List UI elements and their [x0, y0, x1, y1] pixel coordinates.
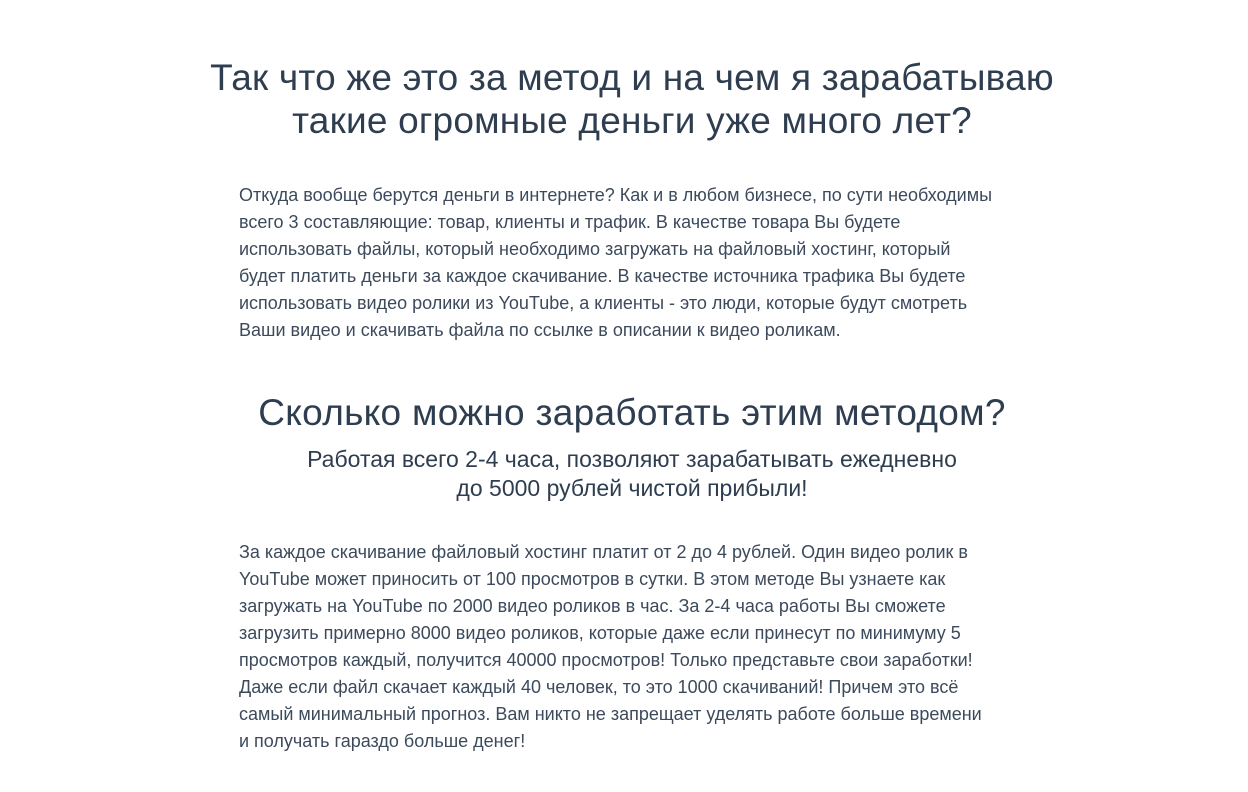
paragraph-line: использовать видео ролики из YouTube, а клиенты - это люди, которые будут смотреть: [239, 293, 968, 313]
paragraph-line: всего 3 составляющие: товар, клиенты и трафик. В качестве товара Вы будете: [239, 212, 901, 232]
paragraph-line: YouTube может приносить от 100 просмотров в сутки. В этом методе Вы узнаете как: [239, 569, 946, 589]
section-1-title: [200, 56, 1064, 142]
paragraph-line: использовать файлы, который необходимо загружать на файловый хостинг, который: [239, 239, 951, 259]
section-1-paragraph: [239, 182, 1039, 344]
section-2-title: Сколько можно заработать этим методом?: [258, 392, 1006, 433]
section-2-subtitle-line: до 5000 рублей чистой прибыли!: [456, 475, 808, 501]
paragraph-line: самый минимальный прогноз. Вам никто не запрещает уделять работе больше времени: [239, 704, 982, 724]
section-2-paragraph: [239, 539, 1039, 755]
paragraph-line: будет платить деньги за каждое скачивание. В качестве источника трафика Вы будете: [239, 266, 966, 286]
paragraph-line: За каждое скачивание файловый хостинг платит от 2 до 4 рублей. Один видео ролик в: [239, 542, 968, 562]
section-1-title-line: Так что же это за метод и на чем я зарабатываю: [210, 57, 1054, 98]
paragraph-line: загрузить примерно 8000 видео роликов, которые даже если принесут по минимуму 5: [239, 623, 961, 643]
section-2-subtitle-line: Работая всего 2-4 часа, позволяют зарабатывать ежедневно: [307, 446, 957, 472]
section-1-title-line: такие огромные деньги уже много лет?: [292, 100, 972, 141]
paragraph-line: Откуда вообще берутся деньги в интернете? Как и в любом бизнесе, по сути необходимы: [239, 185, 993, 205]
paragraph-line: и получать гараздо больше денег!: [239, 731, 526, 751]
paragraph-line: загружать на YouTube по 2000 видео роликов в час. За 2-4 часа работы Вы сможете: [239, 596, 946, 616]
paragraph-line: просмотров каждый, получится 40000 просмотров! Только представьте свои заработки!: [239, 650, 973, 670]
paragraph-line: Даже если файл скачает каждый 40 человек, то это 1000 скачиваний! Причем это всё: [239, 677, 959, 697]
paragraph-line: Ваши видео и скачивать файла по ссылке в описании к видео роликам.: [239, 320, 841, 340]
section-2-subtitle: [200, 445, 1064, 503]
